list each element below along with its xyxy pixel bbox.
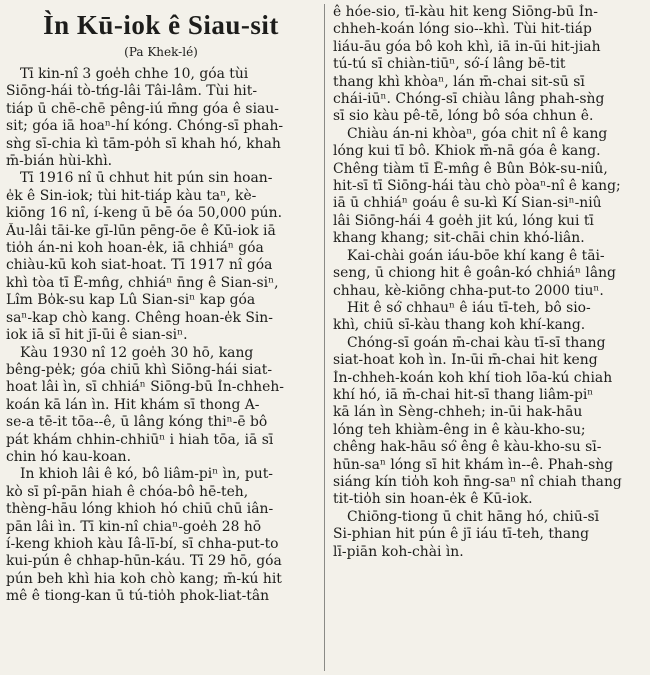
text-line: siáng kín tio̍h koh n̄ng-saⁿ nî chiah thang	[333, 473, 622, 490]
text-line: seng, ū chiong hit ê goân-kó chhiáⁿ lâng	[333, 265, 616, 282]
text-line: chêng hak-hāu só͘ êng ê kàu-kho-su sī-	[333, 439, 602, 456]
text-line: khì, chiū sī-kàu thang koh khí-kang.	[333, 317, 586, 334]
text-line: pún beh khì hia koh chò kang; m̄-kú hit	[6, 570, 282, 587]
text-line: kò sī pî-pān hiah ê chóa-bô hē-teh,	[6, 483, 249, 500]
text-line: ê hóe-sio, tī-kàu hit keng Siōng-bū Ìn-	[333, 4, 598, 20]
text-line: khang khang; sit-chāi chin khó-liân.	[333, 230, 585, 247]
text-line: tit-tio̍h sin hoan-e̍k ê Kū-iok.	[333, 491, 533, 508]
text-line: í-keng khioh kàu Iâ-lī-bí, sī chha-put-to	[6, 535, 279, 552]
text-line: lâi Siōng-hái 4 goe̍h jit kú, lóng kui tī	[333, 212, 594, 229]
text-line: liáu-āu góa bô koh khì, iā in-ūi hit-jiah	[333, 38, 601, 55]
text-line: Āu-lâi tāi-ke gī-lūn pēng-ōe ê Kū-iok iā	[6, 222, 276, 239]
text-line: lóng teh khiàm-êng in ê kàu-kho-su;	[333, 421, 586, 438]
right-column	[324, 4, 642, 671]
text-line: hit-sī tī Siōng-hái tàu chò pòaⁿ-nî ê kang;	[333, 178, 621, 195]
text-line: chin hó kau-koan.	[6, 448, 132, 465]
text-line: pát khám chhin-chhiūⁿ i hiah tōa, iā sī	[6, 431, 274, 448]
left-column-body	[6, 66, 316, 606]
text-line: mê ê tiong-kan ū tú-tio̍h phok-liat-tân	[6, 588, 270, 605]
text-line: sit; góa iā hoaⁿ-hí kóng. Chóng-sī phah-	[6, 118, 284, 135]
text-line: tiáp ū chē-chē pêng-iú m̄ng góa ê siau-	[6, 100, 279, 117]
text-line: In khioh lâi ê kó, bô liâm-piⁿ ìn, put-	[20, 466, 274, 483]
text-line: Kai-chài goán iáu-bōe khí kang ê tāi-	[347, 247, 605, 264]
text-line: Ìn-chheh-koán koh khí tioh lōa-kú chiah	[333, 369, 613, 386]
text-line: lóng kui tī bô. Khiok m̄-nā góa ê kang.	[333, 143, 601, 160]
text-line: m̄-bián hùi-khì.	[6, 153, 113, 170]
text-line: kiōng 16 nî, í-keng ū bē óa 50,000 pún.	[6, 205, 282, 222]
text-line: saⁿ-kap chò kang. Chêng hoan-e̍k Sin-	[6, 309, 273, 326]
text-line: Hit ê só͘ chhauⁿ ê iáu tī-teh, bô sio-	[347, 299, 591, 316]
text-line: sī sio kàu pê-tē, lóng bô sóa chhun ê.	[333, 108, 594, 125]
text-line: e̍k ê Sin-iok; tùi hit-tiáp kàu taⁿ, kè-	[6, 187, 257, 204]
text-line: tio̍h án-ni koh hoan-e̍k, iā chhiáⁿ góa	[6, 240, 264, 257]
article-title: Ìn Kū-iok ê Siau-sit	[43, 10, 279, 40]
text-line: sǹg sī-chia kì tām-po̍h sī khah hó, khah	[6, 135, 281, 152]
text-line: Siōng-hái tò-tńg-lâi Tâi-lâm. Tùi hit-	[6, 83, 258, 100]
text-line: pān lâi ìn. Tī kin-nî chiaⁿ-goe̍h 28 hō	[6, 518, 262, 535]
text-line: iok iā sī hit jī-ūi ê sian-siⁿ.	[6, 327, 188, 344]
text-line: Tī 1916 nî ū chhut hit pún sin hoan-	[20, 170, 273, 187]
text-line: thang khì khòaⁿ, lán m̄-chai sit-sū sī	[333, 73, 585, 90]
text-line: hoat lâi ìn, sī chhiáⁿ Siōng-bū Ìn-chheh-	[6, 379, 284, 396]
text-line: khí hó, iā m̄-chai hit-sī thang liâm-piⁿ	[333, 386, 594, 403]
text-line: hūn-saⁿ lóng sī hit khám ìn--ê. Phah-sǹg	[333, 456, 614, 473]
text-line: khì tòa tī Ē-mn̂g, chhiáⁿ n̄ng ê Sian-siⁿ,	[6, 274, 279, 291]
text-line: Kàu 1930 nî 12 goe̍h 30 hō, kang	[20, 344, 254, 361]
text-line: Tī kin-nî 3 goe̍h chhe 10, góa tùi	[20, 66, 249, 82]
text-line: kā lán ìn Sèng-chheh; in-ūi hak-hāu	[333, 404, 583, 421]
article-author: (Pa Khek-lé)	[124, 45, 198, 59]
text-line: chhau, kè-kiōng chha-put-to 2000 tiuⁿ.	[333, 282, 604, 299]
right-column-body	[333, 4, 642, 561]
text-line: bêng-pe̍k; góa chiū khì Siōng-hái siat-	[6, 361, 273, 378]
text-line: Chiàu án-ni khòaⁿ, góa chit nî ê kang	[347, 125, 608, 142]
text-line: chái-iūⁿ. Chóng-sī chiàu lâng phah-sǹg	[333, 91, 605, 108]
text-line: chheh-koán lóng sio--khì. Tùi hit-tiáp	[333, 21, 592, 38]
text-line: Lîm Bo̍k-su kap Lû Sian-siⁿ kap góa	[6, 292, 256, 309]
text-line: Chóng-sī goán m̄-chai kàu tī-sī thang	[347, 334, 606, 351]
text-line: kui-pún ê chhap-hūn-káu. Tī 29 hō, góa	[6, 553, 282, 570]
text-line: thèng-hāu lóng khioh hó chiū chū iân-	[6, 501, 274, 518]
text-line: iā ū chhiáⁿ goáu ê su-kì Kí Sian-siⁿ-niû	[333, 195, 602, 212]
text-line: siat-hoat koh ìn. In-ūi m̄-chai hit keng	[333, 352, 598, 369]
text-line: koán kā lán ìn. Hit khám sī thong A-	[6, 396, 260, 413]
text-line: tú-tú sī chiàn-tiūⁿ, só͘-í lâng bē-tit	[333, 56, 566, 73]
text-line: Chêng tiàm tī Ē-mn̂g ê Bûn Bo̍k-su-niû,	[333, 160, 608, 177]
text-line: Si-phian hit pún ê jī iáu tī-teh, thang	[333, 526, 589, 543]
text-line: lī-piān koh-chài ìn.	[333, 543, 464, 560]
left-column	[6, 4, 324, 671]
text-line: Chiōng-tiong ū chit hāng hó, chiū-sī	[347, 508, 600, 525]
text-line: se-a tē-it tōa--ê, ū lâng kóng thiⁿ-ē bô	[6, 414, 268, 431]
text-line: chiàu-kū koh siat-hoat. Tī 1917 nî góa	[6, 257, 273, 274]
